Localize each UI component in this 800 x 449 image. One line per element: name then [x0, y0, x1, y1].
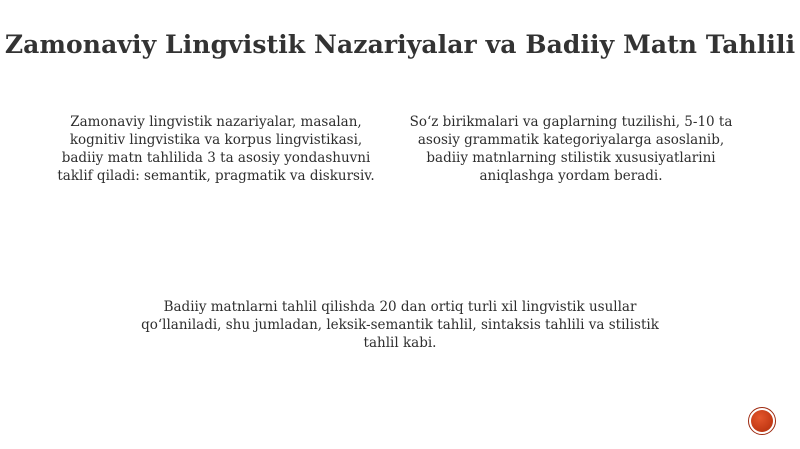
slide-nav-button[interactable] — [748, 407, 776, 435]
text-block-left: Zamonaviy lingvistik nazariyalar, masalan, kognitiv lingvistika va korpus lingvistikasi, badiiy matn tahlilida 3 ta asosiy yondashuvni taklif qiladi: semantik, pragmatik va diskursiv. — [57, 114, 375, 184]
text-block-bottom: Badiiy matnlarni tahlil qilishda 20 dan ortiq turli xil lingvistik usullar qo‘llaniladi, shu jumladan, leksik-semantik tahlil, sintaksis tahlili va stilistik tahlil kabi. — [141, 299, 659, 351]
text-block-right: So‘z birikmalari va gaplarning tuzilishi, 5-10 ta asosiy grammatik kategoriyalarga asoslanib, badiiy matnlarning stilistik xususiyatlarini aniqlashga yordam beradi. — [409, 114, 733, 184]
circle-icon — [751, 410, 773, 432]
slide-title: Zamonaviy Lingvistik Nazariyalar va Badiiy Matn Tahlili — [4, 30, 796, 59]
